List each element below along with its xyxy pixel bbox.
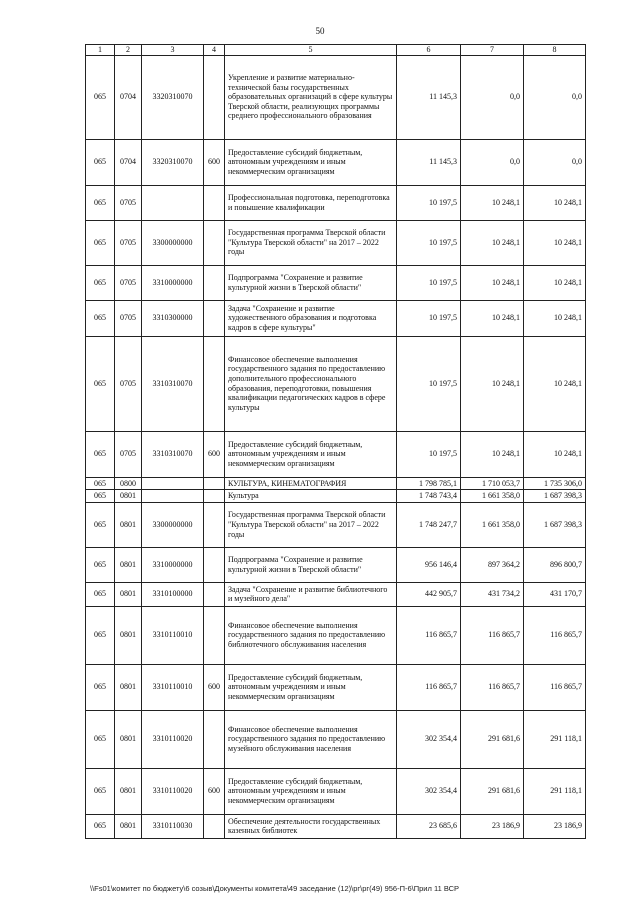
cell-expense-type: 600	[204, 768, 225, 814]
table-row	[86, 300, 586, 336]
cell-amount-year1: 1 798 785,1	[397, 477, 461, 490]
cell-amount-year2: 116 865,7	[461, 664, 524, 710]
table-row	[86, 431, 586, 477]
table-row	[86, 606, 586, 664]
cell-admin-code: 065	[86, 220, 115, 265]
file-path-footer: \\Fs01\комитет по бюджету\6 созыв\Документы комитета\49 заседание (12)\рг\рг(49) 956-П-6\Прил 11 ВСР	[90, 884, 459, 893]
cell-amount-year1: 302 354,4	[397, 710, 461, 768]
table-row	[86, 664, 586, 710]
cell-target-code	[142, 185, 204, 220]
cell-admin-code: 065	[86, 300, 115, 336]
cell-description: Подпрограмма "Сохранение и развитие культурной жизни в Тверской области"	[225, 265, 397, 300]
cell-amount-year3: 1 735 306,0	[524, 477, 586, 490]
cell-amount-year3: 10 248,1	[524, 300, 586, 336]
cell-amount-year3: 291 118,1	[524, 768, 586, 814]
cell-amount-year1: 11 145,3	[397, 139, 461, 185]
cell-amount-year3: 10 248,1	[524, 336, 586, 431]
cell-admin-code: 065	[86, 55, 115, 139]
cell-section-code: 0801	[115, 502, 142, 547]
cell-amount-year1: 10 197,5	[397, 220, 461, 265]
cell-section-code: 0801	[115, 490, 142, 503]
cell-target-code: 3310000000	[142, 547, 204, 582]
cell-amount-year1: 956 146,4	[397, 547, 461, 582]
cell-section-code: 0801	[115, 768, 142, 814]
cell-description: Профессиональная подготовка, переподготовка и повышение квалификации	[225, 185, 397, 220]
cell-amount-year2: 23 186,9	[461, 814, 524, 838]
table-row	[86, 55, 586, 139]
table-row	[86, 814, 586, 838]
cell-amount-year2: 10 248,1	[461, 336, 524, 431]
cell-target-code	[142, 477, 204, 490]
cell-admin-code: 065	[86, 547, 115, 582]
header-cell: 7	[461, 45, 524, 56]
cell-section-code: 0705	[115, 185, 142, 220]
cell-amount-year3: 116 865,7	[524, 664, 586, 710]
cell-expense-type	[204, 300, 225, 336]
cell-description: Государственная программа Тверской области "Культура Тверской области" на 2017 – 2022 годы	[225, 502, 397, 547]
cell-amount-year3: 116 865,7	[524, 606, 586, 664]
table-row	[86, 139, 586, 185]
cell-target-code: 3310100000	[142, 582, 204, 606]
cell-amount-year2: 10 248,1	[461, 185, 524, 220]
cell-amount-year2: 10 248,1	[461, 431, 524, 477]
cell-expense-type	[204, 185, 225, 220]
cell-amount-year3: 10 248,1	[524, 265, 586, 300]
cell-target-code: 3300000000	[142, 220, 204, 265]
cell-admin-code: 065	[86, 490, 115, 503]
cell-amount-year3: 10 248,1	[524, 220, 586, 265]
cell-amount-year3: 1 687 398,3	[524, 490, 586, 503]
cell-expense-type	[204, 220, 225, 265]
cell-admin-code: 065	[86, 502, 115, 547]
cell-expense-type	[204, 547, 225, 582]
cell-admin-code: 065	[86, 265, 115, 300]
cell-admin-code: 065	[86, 710, 115, 768]
cell-description: Государственная программа Тверской области "Культура Тверской области" на 2017 – 2022 годы	[225, 220, 397, 265]
cell-section-code: 0801	[115, 710, 142, 768]
cell-amount-year1: 116 865,7	[397, 606, 461, 664]
cell-target-code: 3320310070	[142, 139, 204, 185]
cell-target-code: 3310300000	[142, 300, 204, 336]
cell-admin-code: 065	[86, 582, 115, 606]
cell-admin-code: 065	[86, 606, 115, 664]
cell-amount-year1: 116 865,7	[397, 664, 461, 710]
cell-amount-year2: 1 661 358,0	[461, 490, 524, 503]
cell-section-code: 0801	[115, 582, 142, 606]
cell-expense-type	[204, 582, 225, 606]
cell-amount-year2: 1 661 358,0	[461, 502, 524, 547]
cell-description: Финансовое обеспечение выполнения государственного задания по предоставлению библиотечного обслуживания населения	[225, 606, 397, 664]
cell-description: Укрепление и развитие материально-технической базы государственных образовательных организаций в сфере культуры Тверской области, реализующих программы среднего профессионального образования	[225, 55, 397, 139]
cell-target-code: 3310310070	[142, 431, 204, 477]
cell-admin-code: 065	[86, 431, 115, 477]
cell-amount-year1: 10 197,5	[397, 265, 461, 300]
cell-description: Предоставление субсидий бюджетным, автономным учреждениям и иным некоммерческим организациям	[225, 768, 397, 814]
cell-expense-type	[204, 710, 225, 768]
cell-target-code: 3310110020	[142, 710, 204, 768]
cell-expense-type: 600	[204, 139, 225, 185]
budget-table	[85, 44, 586, 839]
table-row	[86, 768, 586, 814]
table-row	[86, 265, 586, 300]
cell-admin-code: 065	[86, 336, 115, 431]
cell-amount-year1: 23 685,6	[397, 814, 461, 838]
cell-section-code: 0705	[115, 300, 142, 336]
cell-amount-year3: 431 170,7	[524, 582, 586, 606]
cell-target-code: 3310110030	[142, 814, 204, 838]
cell-admin-code: 065	[86, 664, 115, 710]
page-number: 50	[315, 26, 325, 36]
cell-description: Финансовое обеспечение выполнения государственного задания по предоставлению дополнительного профессионального образования, переподготовки, повышения квалификации педагогических кадров в сфере культуры	[225, 336, 397, 431]
cell-description: Предоставление субсидий бюджетным, автономным учреждениям и иным некоммерческим организациям	[225, 431, 397, 477]
cell-section-code: 0705	[115, 265, 142, 300]
cell-amount-year2: 291 681,6	[461, 710, 524, 768]
cell-amount-year3: 10 248,1	[524, 431, 586, 477]
header-cell: 3	[142, 45, 204, 56]
cell-section-code: 0704	[115, 55, 142, 139]
cell-description: Задача "Сохранение и развитие художественного образования и подготовка кадров в сфере культуры"	[225, 300, 397, 336]
cell-amount-year3: 896 800,7	[524, 547, 586, 582]
cell-amount-year2: 897 364,2	[461, 547, 524, 582]
cell-description: Культура	[225, 490, 397, 503]
cell-expense-type: 600	[204, 431, 225, 477]
cell-expense-type	[204, 490, 225, 503]
cell-expense-type	[204, 477, 225, 490]
table-row	[86, 185, 586, 220]
cell-amount-year1: 10 197,5	[397, 300, 461, 336]
cell-description: Предоставление субсидий бюджетным, автономным учреждениям и иным некоммерческим организациям	[225, 139, 397, 185]
cell-target-code: 3310110010	[142, 606, 204, 664]
cell-amount-year1: 302 354,4	[397, 768, 461, 814]
cell-section-code: 0801	[115, 606, 142, 664]
cell-target-code: 3310110010	[142, 664, 204, 710]
header-cell: 5	[225, 45, 397, 56]
cell-description: Задача "Сохранение и развитие библиотечного и музейного дела"	[225, 582, 397, 606]
cell-amount-year2: 0,0	[461, 55, 524, 139]
cell-expense-type	[204, 336, 225, 431]
table-row	[86, 490, 586, 503]
cell-amount-year2: 1 710 053,7	[461, 477, 524, 490]
cell-amount-year2: 10 248,1	[461, 220, 524, 265]
cell-amount-year2: 10 248,1	[461, 300, 524, 336]
cell-target-code: 3300000000	[142, 502, 204, 547]
cell-description: Обеспечение деятельности государственных казенных библиотек	[225, 814, 397, 838]
cell-expense-type	[204, 265, 225, 300]
cell-description: Финансовое обеспечение выполнения государственного задания по предоставлению музейного обслуживания населения	[225, 710, 397, 768]
table-row	[86, 710, 586, 768]
cell-amount-year1: 1 748 743,4	[397, 490, 461, 503]
cell-description: КУЛЬТУРА, КИНЕМАТОГРАФИЯ	[225, 477, 397, 490]
cell-expense-type	[204, 814, 225, 838]
cell-target-code: 3310110020	[142, 768, 204, 814]
cell-section-code: 0801	[115, 814, 142, 838]
cell-section-code: 0704	[115, 139, 142, 185]
cell-target-code: 3320310070	[142, 55, 204, 139]
table-row	[86, 547, 586, 582]
table-row	[86, 582, 586, 606]
cell-amount-year3: 0,0	[524, 55, 586, 139]
table-header-row	[86, 45, 586, 56]
cell-amount-year1: 1 748 247,7	[397, 502, 461, 547]
cell-section-code: 0705	[115, 336, 142, 431]
header-cell: 2	[115, 45, 142, 56]
cell-admin-code: 065	[86, 477, 115, 490]
cell-amount-year1: 10 197,5	[397, 431, 461, 477]
table-row	[86, 336, 586, 431]
table-row	[86, 220, 586, 265]
cell-admin-code: 065	[86, 139, 115, 185]
cell-description: Предоставление субсидий бюджетным, автономным учреждениям и иным некоммерческим организациям	[225, 664, 397, 710]
cell-amount-year1: 11 145,3	[397, 55, 461, 139]
cell-target-code	[142, 490, 204, 503]
header-cell: 8	[524, 45, 586, 56]
cell-section-code: 0801	[115, 664, 142, 710]
cell-amount-year2: 431 734,2	[461, 582, 524, 606]
cell-expense-type	[204, 502, 225, 547]
cell-section-code: 0705	[115, 220, 142, 265]
cell-expense-type: 600	[204, 664, 225, 710]
cell-section-code: 0705	[115, 431, 142, 477]
cell-section-code: 0801	[115, 547, 142, 582]
cell-amount-year3: 0,0	[524, 139, 586, 185]
cell-expense-type	[204, 55, 225, 139]
cell-description: Подпрограмма "Сохранение и развитие культурной жизни в Тверской области"	[225, 547, 397, 582]
cell-amount-year2: 10 248,1	[461, 265, 524, 300]
cell-amount-year3: 10 248,1	[524, 185, 586, 220]
cell-admin-code: 065	[86, 814, 115, 838]
cell-amount-year2: 116 865,7	[461, 606, 524, 664]
cell-admin-code: 065	[86, 768, 115, 814]
cell-amount-year3: 23 186,9	[524, 814, 586, 838]
cell-target-code: 3310000000	[142, 265, 204, 300]
table-row	[86, 477, 586, 490]
table-row	[86, 502, 586, 547]
cell-amount-year3: 1 687 398,3	[524, 502, 586, 547]
cell-admin-code: 065	[86, 185, 115, 220]
cell-section-code: 0800	[115, 477, 142, 490]
cell-amount-year1: 10 197,5	[397, 336, 461, 431]
cell-expense-type	[204, 606, 225, 664]
header-cell: 1	[86, 45, 115, 56]
cell-amount-year1: 10 197,5	[397, 185, 461, 220]
cell-amount-year3: 291 118,1	[524, 710, 586, 768]
cell-amount-year2: 0,0	[461, 139, 524, 185]
cell-target-code: 3310310070	[142, 336, 204, 431]
cell-amount-year1: 442 905,7	[397, 582, 461, 606]
header-cell: 4	[204, 45, 225, 56]
header-cell: 6	[397, 45, 461, 56]
cell-amount-year2: 291 681,6	[461, 768, 524, 814]
